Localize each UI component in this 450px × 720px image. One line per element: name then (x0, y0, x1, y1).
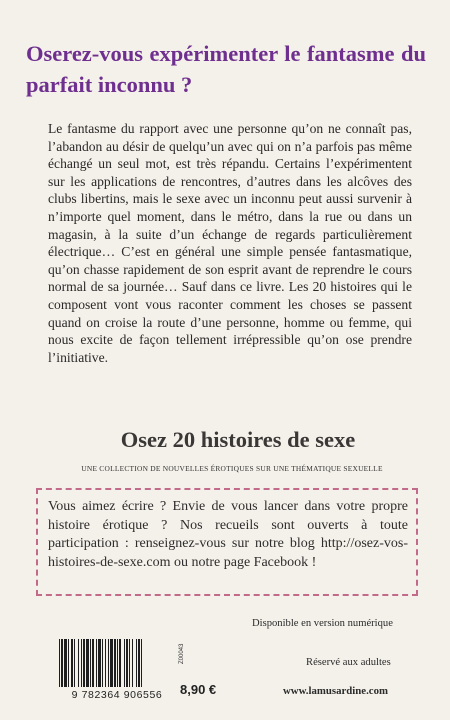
reference-code: Z00043 (179, 643, 185, 664)
headline: Oserez-vous expérimenter le fantasme du parfait inconnu ? (26, 41, 426, 97)
barcode-bar (105, 639, 106, 687)
digital-availability-note: Disponible en version numérique (252, 618, 393, 629)
barcode-bar (126, 639, 128, 687)
barcode-icon (57, 639, 179, 689)
barcode-bar (81, 639, 82, 687)
callout-text: Vous aimez écrire ? Envie de vous lancer dans votre propre histoire érotique ? Nos recueils sont ouverts à toute participation : renseignez-vous sur notre blog http://osez-vos-histoires-de-sexe.com ou notre page Facebook ! (48, 499, 408, 570)
barcode-bar (86, 639, 89, 687)
barcode-bar (92, 639, 94, 687)
barcode-bar (96, 639, 97, 687)
barcode-bar (90, 639, 91, 687)
adults-only-note: Réservé aux adultes (306, 657, 391, 668)
barcode-bar (138, 639, 140, 687)
isbn-number: 9 782364 906556 (71, 689, 163, 701)
barcode-bar (117, 639, 118, 687)
barcode-bar (61, 639, 63, 687)
barcode-bar (132, 639, 133, 687)
barcode-bar (68, 639, 69, 687)
price: 8,90 € (180, 682, 217, 697)
barcode-bar (102, 639, 103, 687)
barcode-bar (98, 639, 101, 687)
series-subtitle: UNE COLLECTION DE NOUVELLES ÉROTIQUES SUR UNE THÉMATIQUE SEXUELLE (81, 464, 383, 473)
barcode-bar (124, 639, 125, 687)
barcode-bar (78, 639, 79, 687)
barcode-bar (71, 639, 73, 687)
barcode-bar (119, 639, 121, 687)
barcode-bar (110, 639, 113, 687)
barcode-bar (136, 639, 137, 687)
barcode-bar (129, 639, 130, 687)
barcode-bar (114, 639, 116, 687)
barcode-bar (83, 639, 85, 687)
barcode-bar (108, 639, 109, 687)
barcode-bar (74, 639, 75, 687)
barcode-bar (64, 639, 67, 687)
barcode-bar (59, 639, 60, 687)
series-title: Osez 20 histoires de sexe (120, 427, 356, 452)
publisher-website: www.lamusardine.com (283, 685, 388, 697)
blurb-text: Le fantasme du rapport avec une personne qu’on ne connaît pas, l’abandon au désir de quelqu’un avec qui on n’a parfois pas même échangé un seul mot, est très répandu. Certains l’expérimentent sur les applications de rencontres, d’autres dans les alcôves des clubs libertins, mais le sexe avec un inconnu peut aussi survenir à n’importe quel moment, dans le métro, dans la rue ou dans un magasin, à la suite d’un échange de regards particulièrement électrique… C’est en général une simple pensée fantasmatique, qu’on chasse rapidement de son esprit avant de reprendre le cours normal de sa journée… Sauf dans ce livre. Les 20 histoires qui le composent vont vous raconter comment les choses se passent quand on croise la route d’une personne, homme ou femme, qui nous excite de façon tellement irrépressible qu’on ose prendre l’initiative. (48, 121, 412, 365)
barcode-bar (141, 639, 142, 687)
